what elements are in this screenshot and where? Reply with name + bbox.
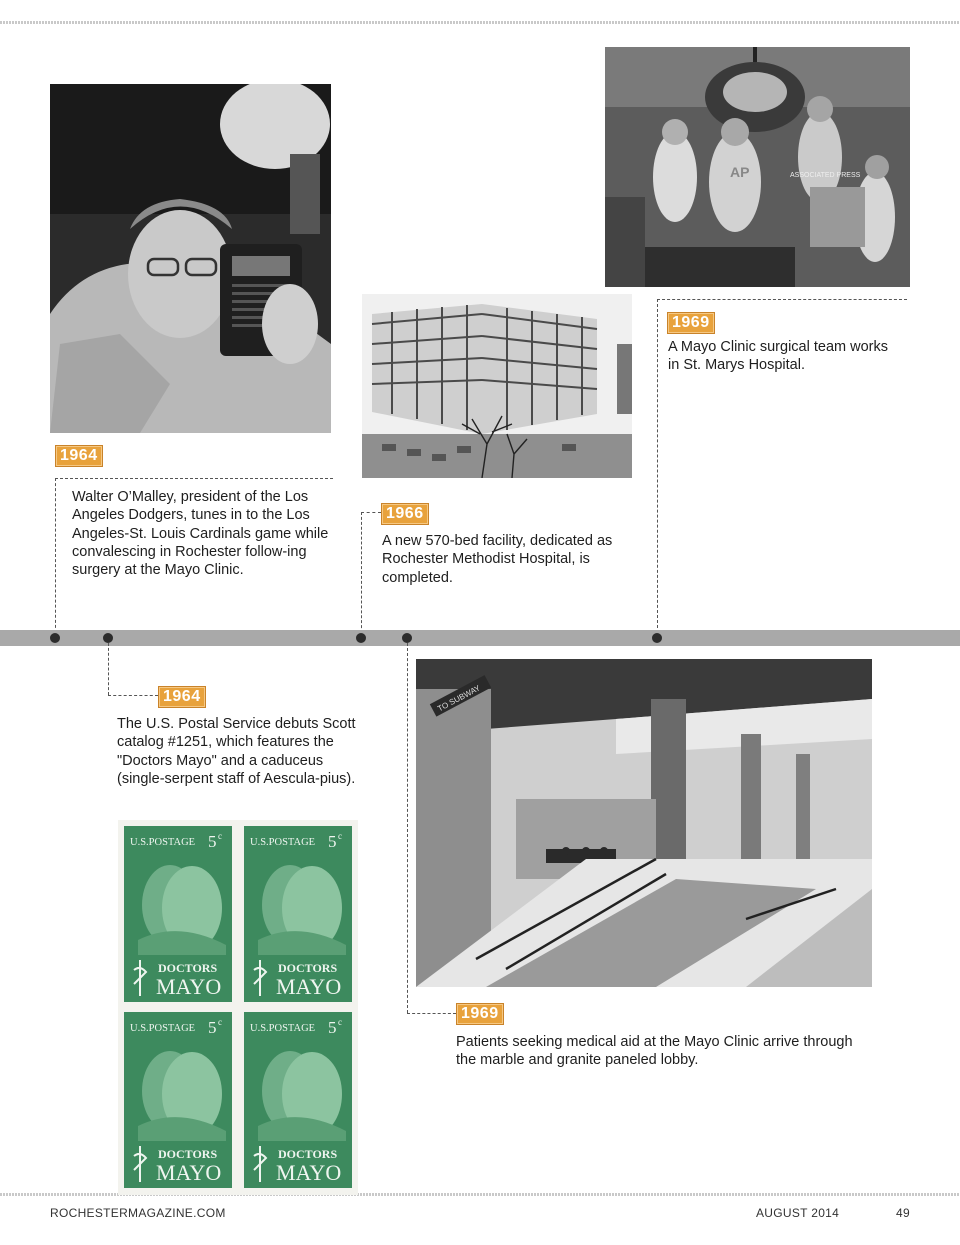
stamp-value: 5 [208,832,217,851]
connector-line [55,478,333,479]
doctors-mayo-stamp-block [118,820,358,1195]
stamp-value: 5 [328,1018,337,1037]
timeline-bar [0,630,960,646]
footer-site: ROCHESTERMAGAZINE.COM [50,1206,226,1220]
watermark: ASSOCIATED PRESS [790,172,861,179]
stamp-postage: U.S.POSTAGE [250,837,316,848]
connector-line [407,643,408,1013]
stamp-line1: DOCTORS [278,961,338,975]
stamp-cents: c [338,1017,342,1027]
connector-line [361,512,362,633]
caption-lobby: Patients seeking medical aid at the Mayo Clinic arrive through the marble and granite paneled lobby. [456,1034,853,1069]
stamp-value: 5 [208,1018,217,1037]
stamp [244,826,352,1002]
year-badge: 1964 [55,445,103,467]
stamp-line2: MAYO [156,974,222,999]
stamp-cents: c [338,831,342,841]
stamp-value: 5 [328,832,337,851]
stamp [244,1012,352,1188]
timeline-dot [356,633,366,643]
caption-surgical: A Mayo Clinic surgical team works in St. Marys Hospital. [668,339,888,374]
surgical-team-photo [605,47,910,287]
connector-line [657,299,907,300]
stamp-cents: c [218,1017,222,1027]
building-under-construction-photo [362,294,632,478]
connector-line [108,695,158,696]
stamp-line2: MAYO [276,1160,342,1185]
man-with-radio-photo [50,84,331,433]
top-border [0,21,960,24]
stamp [124,826,232,1002]
marble-lobby-photo [416,659,872,987]
stamp [124,1012,232,1188]
page-number: 49 [896,1206,910,1220]
connector-line [361,512,381,513]
connector-line [55,478,56,633]
stamp-postage: U.S.POSTAGE [130,1023,196,1034]
stamp-line2: MAYO [276,974,342,999]
connector-line [407,1013,456,1014]
caption-methodist: A new 570-bed facility, dedicated as Rochester Methodist Hospital, is completed. [382,533,613,586]
connector-line [657,299,658,633]
stamp-postage: U.S.POSTAGE [250,1023,316,1034]
year-badge: 1964 [158,686,206,708]
stamp-line1: DOCTORS [158,1147,218,1161]
timeline-dot [50,633,60,643]
gown-letters: AP [730,164,750,180]
timeline-dot [103,633,113,643]
year-badge: 1966 [381,503,429,525]
year-badge: 1969 [456,1003,504,1025]
stamp-line1: DOCTORS [278,1147,338,1161]
lobby-sign: TO SUBWAY [436,683,482,714]
stamp-line1: DOCTORS [158,961,218,975]
timeline-dot [402,633,412,643]
caption-omalley: Walter O’Malley, president of the Los Angeles Dodgers, tunes in to the Los Angeles-St. Louis Cardinals game while convalescing in Rochester follow-ing surgery at the Mayo Clinic. [72,489,329,579]
timeline-dot [652,633,662,643]
year-badge: 1969 [667,312,715,334]
connector-line [108,643,109,695]
stamp-postage: U.S.POSTAGE [130,837,196,848]
caption-stamp: The U.S. Postal Service debuts Scott catalog #1251, which features the "Doctors Mayo" and a caduceus (single-serpent staff of Aescula-pius). [117,716,356,787]
stamp-line2: MAYO [156,1160,222,1185]
stamp-cents: c [218,831,222,841]
footer-issue: AUGUST 2014 [756,1206,840,1220]
